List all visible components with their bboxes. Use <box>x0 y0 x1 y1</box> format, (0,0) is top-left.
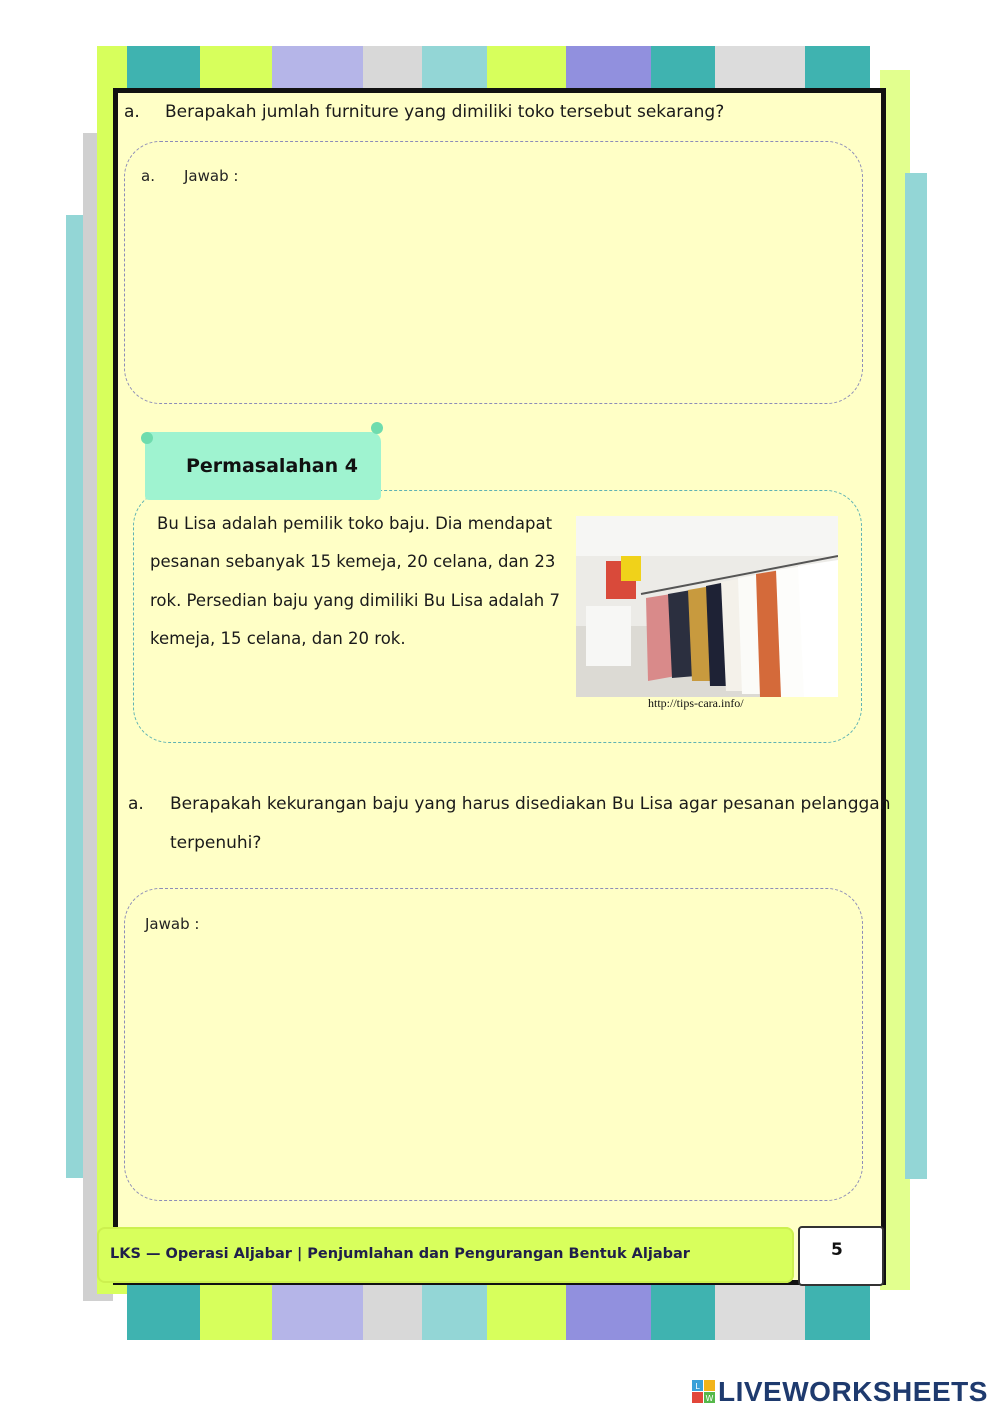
question1-text: Berapakah jumlah furniture yang dimiliki toko tersebut sekarang? <box>165 102 725 122</box>
page-number: 5 <box>831 1240 843 1260</box>
bottom-stripe <box>200 1285 272 1340</box>
top-stripe <box>487 46 566 88</box>
top-stripe <box>715 46 805 88</box>
top-stripe <box>127 46 200 88</box>
answer-box-2[interactable] <box>124 888 863 1201</box>
side-stripe-right-teal <box>905 173 927 1179</box>
top-stripe <box>200 46 272 88</box>
bottom-stripe <box>272 1285 363 1340</box>
question2-text-line2: terpenuhi? <box>170 833 262 853</box>
problem4-line: rok. Persedian baju yang dimiliki Bu Lisa adalah 7 <box>150 591 561 610</box>
problem4-line: Bu Lisa adalah pemilik toko baju. Dia mendapat <box>157 514 553 533</box>
problem4-title: Permasalahan 4 <box>186 455 358 477</box>
top-stripe <box>422 46 487 88</box>
bottom-stripe <box>422 1285 487 1340</box>
question1-marker: a. <box>124 102 140 122</box>
bottom-stripe <box>363 1285 422 1340</box>
answer1-label: Jawab : <box>184 167 239 185</box>
question2-marker: a. <box>128 794 144 814</box>
bottom-stripe <box>651 1285 715 1340</box>
top-stripe <box>651 46 715 88</box>
icon-letter: L <box>695 1382 700 1391</box>
answer1-marker: a. <box>141 167 155 185</box>
scroll-curl-icon <box>139 428 159 450</box>
question2-text-line1: Berapakah kekurangan baju yang harus disediakan Bu Lisa agar pesanan pelanggan <box>170 794 891 814</box>
scroll-curl-icon <box>367 418 387 440</box>
clothing-store-photo <box>576 516 838 697</box>
top-stripe <box>363 46 422 88</box>
footer-title: LKS — Operasi Aljabar | Penjumlahan dan Pengurangan Bentuk Aljabar <box>110 1246 690 1262</box>
top-stripe <box>272 46 363 88</box>
bottom-stripe <box>715 1285 805 1340</box>
problem4-line: kemeja, 15 celana, dan 20 rok. <box>150 629 406 648</box>
bottom-stripe <box>127 1285 200 1340</box>
bottom-stripe <box>566 1285 651 1340</box>
answer2-label: Jawab : <box>145 915 200 933</box>
liveworksheets-logo <box>692 1376 988 1408</box>
top-stripe <box>805 46 870 88</box>
bottom-stripe <box>805 1285 870 1340</box>
image-caption: http://tips-cara.info/ <box>648 696 744 710</box>
top-stripe <box>566 46 651 88</box>
icon-letter: W <box>705 1394 714 1403</box>
brand-name: LIVEWORKSHEETS <box>718 1376 988 1407</box>
problem4-line: pesanan sebanyak 15 kemeja, 20 celana, dan 23 <box>150 552 556 571</box>
liveworksheets-icon <box>692 1380 716 1404</box>
bottom-stripe <box>487 1285 566 1340</box>
